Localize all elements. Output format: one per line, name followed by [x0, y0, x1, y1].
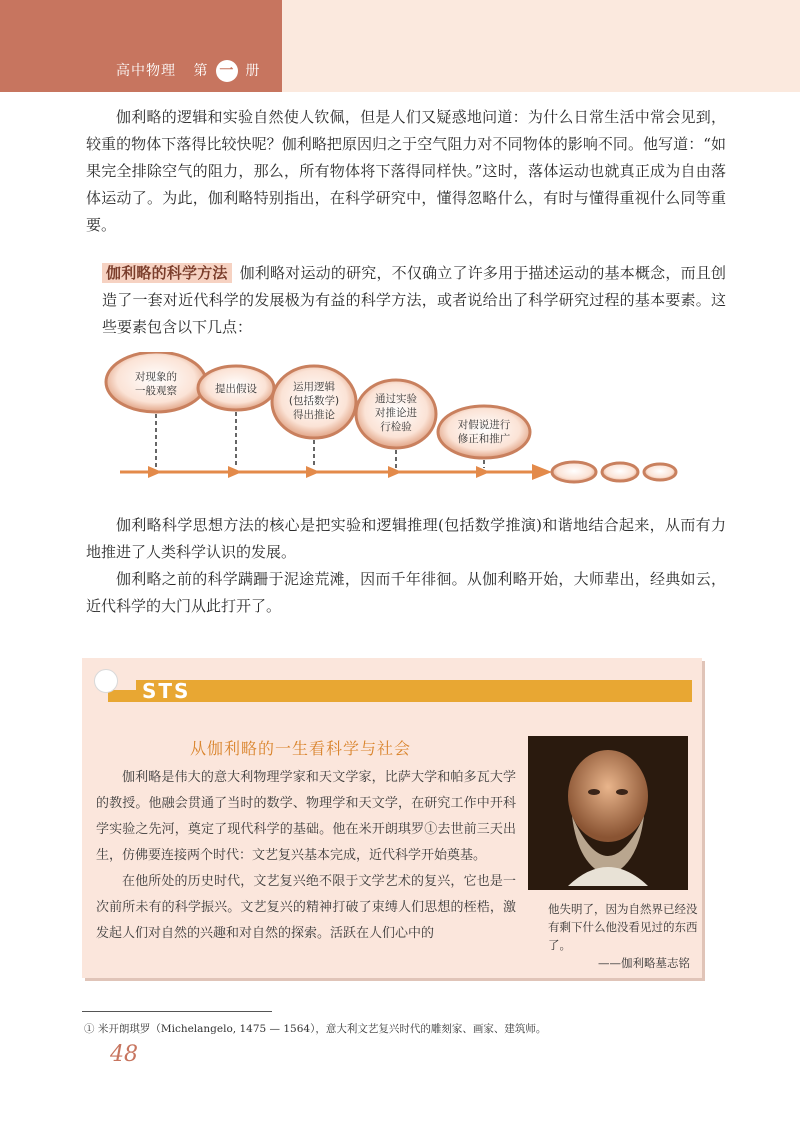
sts-title: 从伽利略的一生看科学与社会 — [190, 739, 412, 758]
step-4-line-3: 行检验 — [380, 421, 412, 433]
step-4-line-2: 对推论进 — [375, 407, 417, 419]
header-title — [116, 60, 260, 82]
step-4-line-1: 通过实验 — [375, 393, 417, 405]
galileo-portrait — [528, 736, 688, 890]
step-2-line-1: 提出假设 — [215, 383, 257, 395]
sts-body — [96, 765, 516, 947]
blob-step-4 — [356, 380, 436, 448]
sts-header-bar — [108, 680, 692, 702]
blob-step-5 — [438, 406, 530, 458]
trailing-blobs — [552, 462, 676, 482]
section-heading: 伽利略的科学方法 — [102, 263, 232, 283]
portrait-caption — [548, 900, 698, 972]
footnote: ① 米开朗琪罗（Michelangelo, 1475 — 1564），意大利文艺复兴时代的雕刻家、画家、建筑师。 — [84, 1023, 547, 1035]
blob-step-3 — [272, 366, 356, 438]
sts-body-paragraph-2: 在他所处的历史时代，文艺复兴绝不限于文学艺术的复兴，它也是一次前所未有的科学振兴。文艺复兴的精神打破了束缚人们思想的桎梏，激发起人们对自然的兴趣和对自然的探索。活跃在人们心中的 — [96, 874, 516, 941]
footnote-divider — [82, 1011, 272, 1012]
step-5-line-2: 修正和推广 — [457, 433, 511, 445]
paragraph-history: 伽利略之前的科学蹒跚于泥途荒滩，因而千年徘徊。从伽利略开始，大师辈出，经典如云，近代科学的大门从此打开了。 — [86, 570, 726, 615]
method-flow-diagram — [96, 352, 716, 492]
sts-label: STS — [142, 679, 191, 703]
section-text: 伽利略对运动的研究，不仅确立了许多用于描述运动的基本概念，而且创造了一套对近代科学的发展极为有益的科学方法，或者说给出了科学研究过程的基本要素。这些要素包含以下几点： — [102, 264, 726, 336]
header-vol-suffix: 册 — [245, 63, 261, 79]
blob-step-2 — [198, 366, 274, 410]
step-5-line-1: 对假说进行 — [457, 419, 511, 431]
step-1-line-1: 对现象的 — [135, 371, 177, 383]
header-vol-prefix: 第 — [193, 63, 209, 79]
caption-signature: ——伽利略墓志铭 — [598, 956, 690, 970]
step-3-line-3: 得出推论 — [293, 409, 335, 421]
section-scientific-method — [102, 260, 726, 341]
header-subject: 高中物理 — [116, 63, 176, 79]
blob-step-1 — [106, 352, 206, 412]
header-right-band — [282, 0, 800, 92]
sts-body-paragraph-1: 伽利略是伟大的意大利物理学家和天文学家，比萨大学和帕多瓦大学的教授。他融会贯通了当时的数学、物理学和天文学，在研究工作中开科学实验之先河，奠定了现代科学的基础。他在米开朗琪罗①去世前三天出生，仿佛要连接两个时代：文艺复兴基本完成，近代科学开始奠基。 — [96, 770, 516, 863]
paragraph-core-method: 伽利略科学思想方法的核心是把实验和逻辑推理(包括数学推演)和谐地结合起来，从而有力地推进了人类科学认识的发展。 — [86, 516, 726, 561]
paragraph-air-resistance: 伽利略的逻辑和实验自然使人钦佩，但是人们又疑惑地问道：为什么日常生活中常会见到，较重的物体下落得比较快呢？伽利略把原因归之于空气阻力对不同物体的影响不同。他写道：“如果完全排除空气的阻力，那么，所有物体将下落得同样快。”这时，落体运动也就真正成为自由落体运动了。为此，伽利略特别指出，在科学研究中，懂得忽略什么，有时与懂得重视什么同等重要。 — [86, 108, 726, 234]
step-3-line-2: (包括数学) — [288, 395, 340, 407]
sts-circle-icon — [94, 669, 118, 693]
step-1-line-2: 一般观察 — [135, 385, 177, 397]
step-3-line-1: 运用逻辑 — [293, 381, 335, 393]
volume-badge: 一 — [216, 60, 238, 82]
page-number: 48 — [110, 1042, 138, 1067]
page-header — [0, 0, 800, 92]
caption-text: 他失明了，因为自然界已经没有剩下什么他没看见过的东西了。 — [548, 902, 698, 952]
